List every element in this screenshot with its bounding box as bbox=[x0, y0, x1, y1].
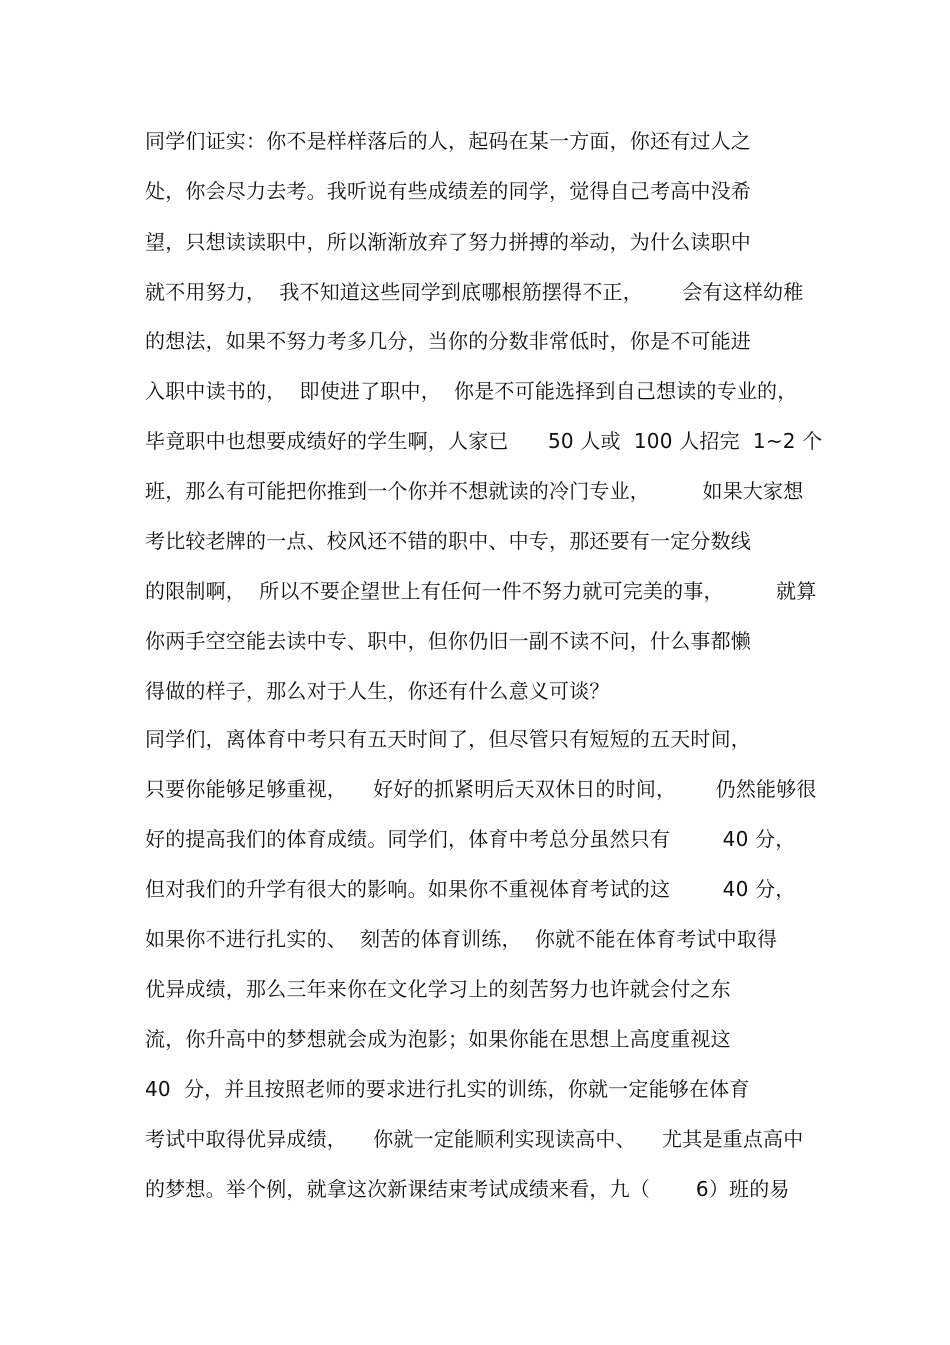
text-line: 处，你会尽力去考。我听说有些成绩差的同学，觉得自己考高中没希 bbox=[145, 179, 751, 203]
text-line: 同学们，离体育中考只有五天时间了，但尽管只有短短的五天时间， bbox=[145, 727, 751, 751]
text-line: 的梦想。举个例，就拿这次新课结束考试成绩来看，九（ 6）班的易 bbox=[145, 1177, 790, 1201]
text-line: 望，只想读读职中，所以渐渐放弃了努力拼搏的举动，为什么读职中 bbox=[145, 230, 751, 254]
text-line: 好的提高我们的体育成绩。同学们，体育中考总分虽然只有 40 分， bbox=[145, 827, 796, 851]
text-line: 就不用努力， 我不知道这些同学到底哪根筋摆得不正， 会有这样幼稚 bbox=[145, 280, 804, 304]
text-line: 40 分，并且按照老师的要求进行扎实的训练，你就一定能够在体育 bbox=[145, 1077, 750, 1101]
text-line: 得做的样子，那么对于人生，你还有什么意义可谈？ bbox=[145, 679, 610, 703]
text-line: 入职中读书的， 即使进了职中， 你是不可能选择到自己想读的专业的， bbox=[145, 379, 798, 403]
text-line: 的限制啊， 所以不要企望世上有任何一件不努力就可完美的事， 就算 bbox=[145, 579, 817, 603]
text-line: 流，你升高中的梦想就会成为泡影；如果你能在思想上高度重视这 bbox=[145, 1027, 731, 1051]
text-line: 班，那么有可能把你推到一个你并不想就读的冷门专业， 如果大家想 bbox=[145, 479, 804, 503]
text-line: 毕竟职中也想要成绩好的学生啊，人家已 50 人或 100 人招完 1~2 个 bbox=[145, 429, 823, 453]
text-line: 考比较老牌的一点、校风还不错的职中、中专，那还要有一定分数线 bbox=[145, 529, 751, 553]
text-line: 考试中取得优异成绩， 你就一定能顺利实现读高中、 尤其是重点高中 bbox=[145, 1127, 804, 1151]
text-line: 你两手空空能去读中专、职中，但你仍旧一副不读不问，什么事都懒 bbox=[145, 629, 751, 653]
text-line: 只要你能够足够重视， 好好的抓紧明后天双休日的时间， 仍然能够很 bbox=[145, 777, 817, 801]
text-line: 但对我们的升学有很大的影响。如果你不重视体育考试的这 40 分， bbox=[145, 877, 796, 901]
text-line: 如果你不进行扎实的、 刻苦的体育训练， 你就不能在体育考试中取得 bbox=[145, 927, 778, 951]
text-line: 的想法，如果不努力考多几分，当你的分数非常低时，你是不可能进 bbox=[145, 329, 751, 353]
text-line: 同学们证实：你不是样样落后的人，起码在某一方面，你还有过人之 bbox=[145, 129, 751, 153]
text-line: 优异成绩，那么三年来你在文化学习上的刻苦努力也许就会付之东 bbox=[145, 977, 731, 1001]
